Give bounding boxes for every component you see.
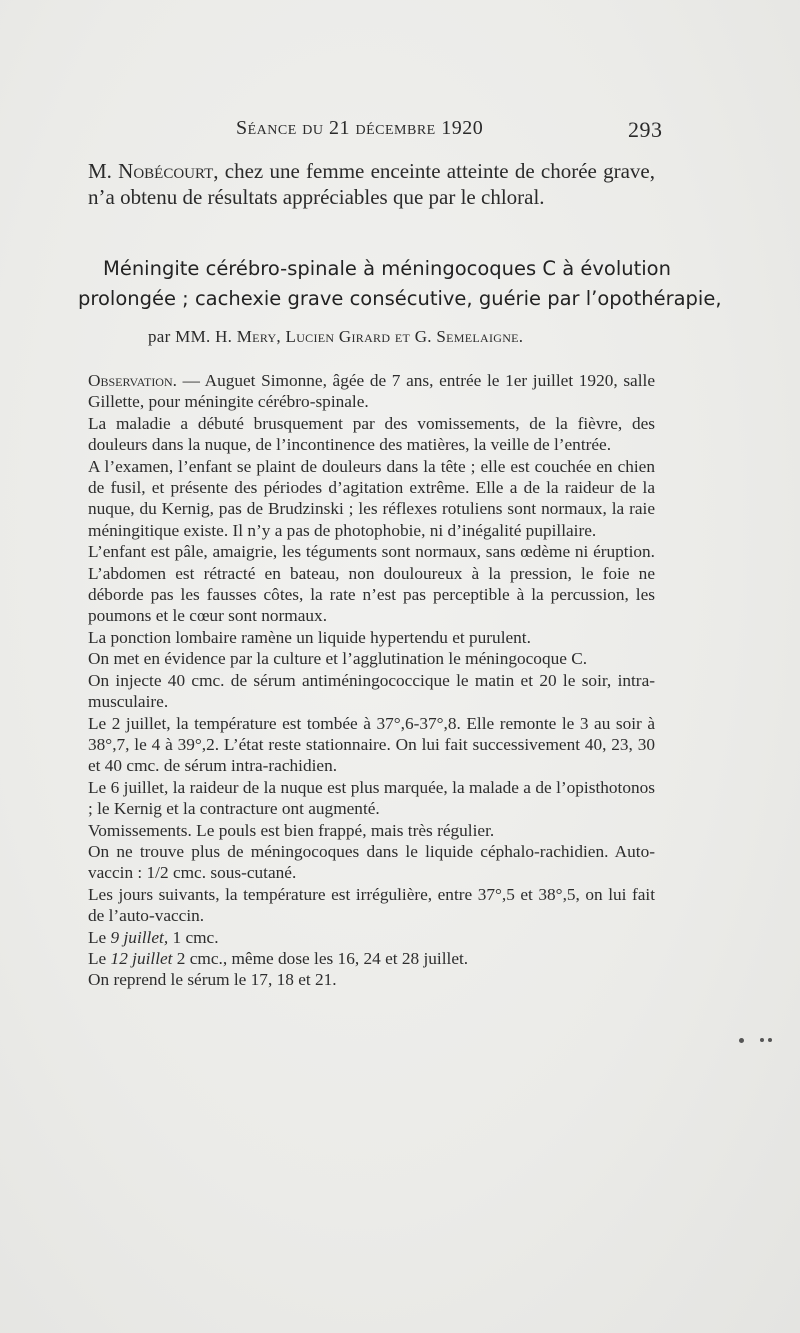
entry-prefix: Le <box>88 927 111 947</box>
article-title-line-1: Méningite cérébro-spinale à méningocoques C à évolution <box>103 257 671 280</box>
body-paragraph: On reprend le sérum le 17, 18 et 21. <box>88 970 337 990</box>
body-paragraph: On met en évidence par la culture et l’agglutination le méningocoque C. <box>88 649 588 669</box>
body-paragraph: Les jours suivants, la température est irrégulière, entre 37°,5 et 38°,5, on lui fait de l’auto-vaccin. <box>88 884 655 926</box>
intro-block <box>88 158 655 210</box>
body-paragraph: La maladie a débuté brusquement par des vomissements, de la fièvre, des douleurs dans la nuque, de l’incontinence des matières, la veille de l’entrée. <box>88 413 655 455</box>
running-head-title: Séance du 21 décembre 1920 <box>236 117 484 139</box>
authors-prefix: par MM. H. <box>148 327 233 346</box>
article-body <box>88 370 655 991</box>
body-paragraph: L’enfant est pâle, amaigrie, les téguments sont normaux, sans œdème ni éruption. L’abdomen est rétracté en bateau, non douloureux à la pression, le foie ne déborde pas les fausses côtes, la rate n’est pas perceptible à la percussion, les poumons et le cœur sont normaux. <box>88 542 655 626</box>
intro-text: chez une femme enceinte atteinte de chorée grave, n’a obtenu de résultats appréciables que par le chloral. <box>88 159 655 209</box>
body-paragraph <box>88 927 655 948</box>
body-paragraph <box>88 948 655 969</box>
observation-label: Observation. <box>88 371 177 390</box>
article-title-line-2: prolongée ; cachexie grave consécutive, guérie par l’opothérapie, <box>78 287 722 310</box>
intro-author: M. Nobécourt, <box>88 159 219 183</box>
body-paragraph: A l’examen, l’enfant se plaint de douleurs dans la tête ; elle est couchée en chien de fusil, et présente des périodes d’agitation extrême. Elle a de la raideur de la nuque, du Kernig, pas de Brudzinski ; les réflexes rotuliens sont normaux, la raie méningitique existe. Il n’y a pas de photophobie, ni d’inégalité pupillaire. <box>88 456 655 540</box>
body-paragraph: Vomissements. Le pouls est bien frappé, mais très régulier. <box>88 820 495 840</box>
entry-text: 2 cmc., même dose les 16, 24 et 28 juillet. <box>172 948 469 968</box>
body-paragraph: On injecte 40 cmc. de sérum antiméningococcique le matin et 20 le soir, intra-musculaire. <box>88 670 655 712</box>
paper-speck <box>739 1038 744 1043</box>
article-authors <box>148 327 523 347</box>
intro-paragraph <box>88 158 655 210</box>
body-paragraph: Le 2 juillet, la température est tombée à 37°,6-37°,8. Elle remonte le 3 au soir à 38°,7, le 4 à 39°,2. L’état reste stationnaire. On lui fait successivement 40, 23, 30 et 40 cmc. de sérum intra-rachidien. <box>88 713 655 776</box>
body-paragraph <box>88 370 655 413</box>
body-paragraph: La ponction lombaire ramène un liquide hypertendu et purulent. <box>88 627 531 647</box>
body-paragraph: On ne trouve plus de méningocoques dans le liquide céphalo-rachidien. Auto-vaccin : 1/2 cmc. sous-cutané. <box>88 841 655 883</box>
body-paragraph: Le 6 juillet, la raideur de la nuque est plus marquée, la malade a de l’opisthotonos ; le Kernig et la contracture ont augmenté. <box>88 777 655 819</box>
entry-prefix: Le <box>88 948 111 968</box>
paper-speck <box>760 1038 764 1042</box>
entry-date: 9 juillet, <box>110 927 169 947</box>
authors-names: Mery, Lucien Girard et G. Semelaigne. <box>232 327 524 346</box>
article-title <box>78 254 722 314</box>
entry-text: 1 cmc. <box>168 927 219 947</box>
entry-date: 12 juillet <box>110 948 173 968</box>
paper-speck <box>768 1038 772 1042</box>
body-paragraph-text: — Auguet Simonne, âgée de 7 ans, entrée le 1er juillet 1920, salle Gillette, pour méningite cérébro-spinale. <box>88 371 655 412</box>
page-number: 293 <box>628 117 663 142</box>
